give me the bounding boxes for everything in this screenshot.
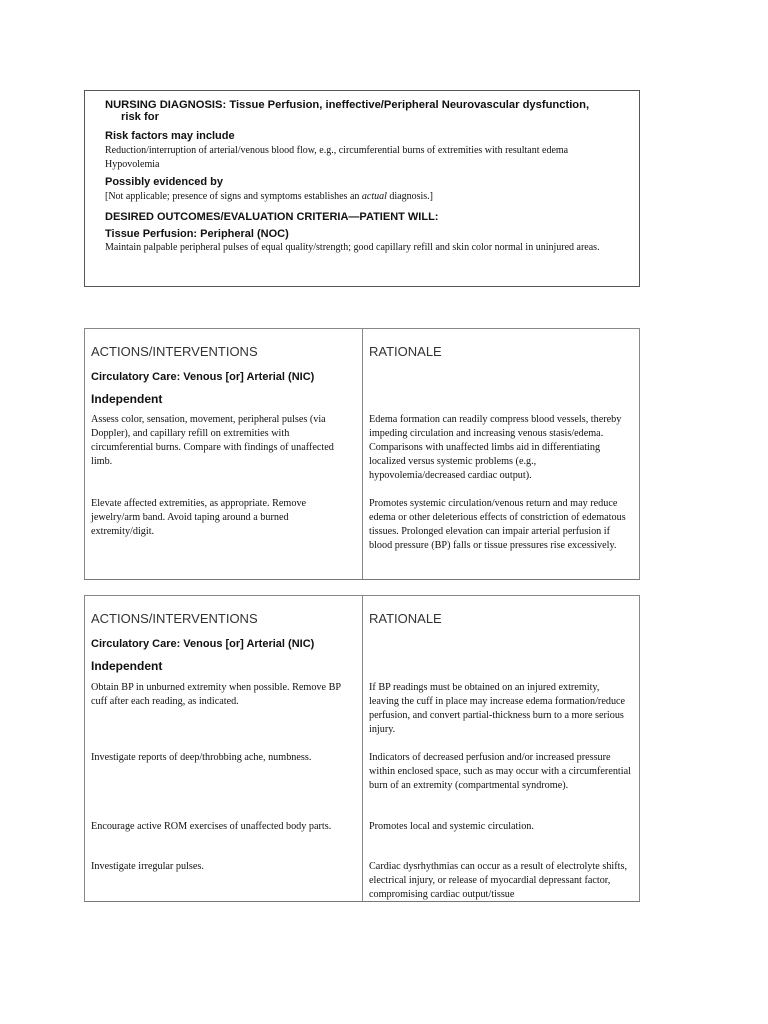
rationale-cell: Promotes systemic circulation/venous return and may reduce edema or other deleterious effects of constriction of edematous tissues. Prolonged elevation can impair arterial perfusion if blood pressure (BP) falls or tissue pressures rise excessively. — [369, 498, 626, 551]
diagnosis-title — [105, 99, 609, 123]
diagnosis-title-line2: risk for — [121, 111, 159, 123]
nic-heading: Circulatory Care: Venous [or] Arterial (NIC) — [91, 371, 315, 383]
evidence-text — [105, 190, 609, 203]
diagnosis-title-line1: NURSING DIAGNOSIS: Tissue Perfusion, ineffective/Peripheral Neurovascular dysfunction, — [105, 99, 590, 111]
rationale-cell: Indicators of decreased perfusion and/or increased pressure within enclosed space, such as may occur with a circumferential burn of an extremity (compartmental syndrome). — [369, 752, 631, 791]
action-cell: Encourage active ROM exercises of unaffected body parts. — [91, 821, 332, 832]
action-cell: Obtain BP in unburned extremity when possible. Remove BP cuff after each reading, as indicated. — [91, 682, 341, 707]
rationale-cell: If BP readings must be obtained on an injured extremity, leaving the cuff in place may increase edema formation/reduce perfusion, and convert partial-thickness burn to a more serious injury. — [369, 682, 626, 735]
noc-heading: Tissue Perfusion: Peripheral (NOC) — [105, 228, 289, 240]
rationale-cell: Edema formation can readily compress blood vessels, thereby impeding circulation and increasing venous stasis/edema. Comparisons with unaffected limbs aid in differentiating localized versus systemic problems (e.g., hypovolemia/decreased cardiac output). — [369, 414, 622, 481]
action-cell: Assess color, sensation, movement, peripheral pulses (via Doppler), and capillary refill on extremities with circumferential burns. Compare with findings of unaffected limb. — [91, 414, 334, 467]
column-divider — [362, 596, 363, 901]
rationale-cell: Cardiac dysrhythmias can occur as a result of electrolyte shifts, electrical injury, or release of myocardial depressant factor, compromising cardiac output/tissue — [369, 861, 627, 900]
actions-header: ACTIONS/INTERVENTIONS — [91, 611, 258, 626]
column-divider — [362, 329, 363, 579]
noc-text: Maintain palpable peripheral pulses of equal quality/strength; good capillary refill and skin color normal in uninjured areas. — [105, 242, 600, 253]
nursing-diagnosis-box — [84, 90, 640, 287]
evidence-prefix: [Not applicable; presence of signs and symptoms establishes an — [105, 191, 362, 202]
rationale-header: RATIONALE — [369, 344, 442, 359]
action-cell: Investigate irregular pulses. — [91, 861, 204, 872]
evidence-italic: actual — [361, 191, 387, 202]
evidence-suffix: diagnosis.] — [386, 191, 433, 202]
action-cell: Elevate affected extremities, as appropriate. Remove jewelry/arm band. Avoid taping around a burned extremity/digit. — [91, 498, 307, 537]
nic-heading: Circulatory Care: Venous [or] Arterial (NIC) — [91, 638, 315, 650]
risk-factor-item: Hypovolemia — [105, 159, 160, 170]
risk-factor-item: Reduction/interruption of arterial/venous blood flow, e.g., circumferential burns of extremities with resultant edema — [105, 145, 569, 156]
actions-header: ACTIONS/INTERVENTIONS — [91, 344, 258, 359]
independent-heading: Independent — [91, 392, 163, 406]
risk-factors-heading: Risk factors may include — [105, 130, 235, 142]
rationale-cell: Promotes local and systemic circulation. — [369, 821, 534, 832]
interventions-table-1 — [84, 328, 640, 580]
independent-heading: Independent — [91, 659, 163, 673]
action-cell: Investigate reports of deep/throbbing ache, numbness. — [91, 752, 312, 763]
evidence-heading: Possibly evidenced by — [105, 176, 223, 188]
outcomes-heading: DESIRED OUTCOMES/EVALUATION CRITERIA—PATIENT WILL: — [105, 211, 439, 223]
interventions-table-2 — [84, 595, 640, 902]
rationale-header: RATIONALE — [369, 611, 442, 626]
